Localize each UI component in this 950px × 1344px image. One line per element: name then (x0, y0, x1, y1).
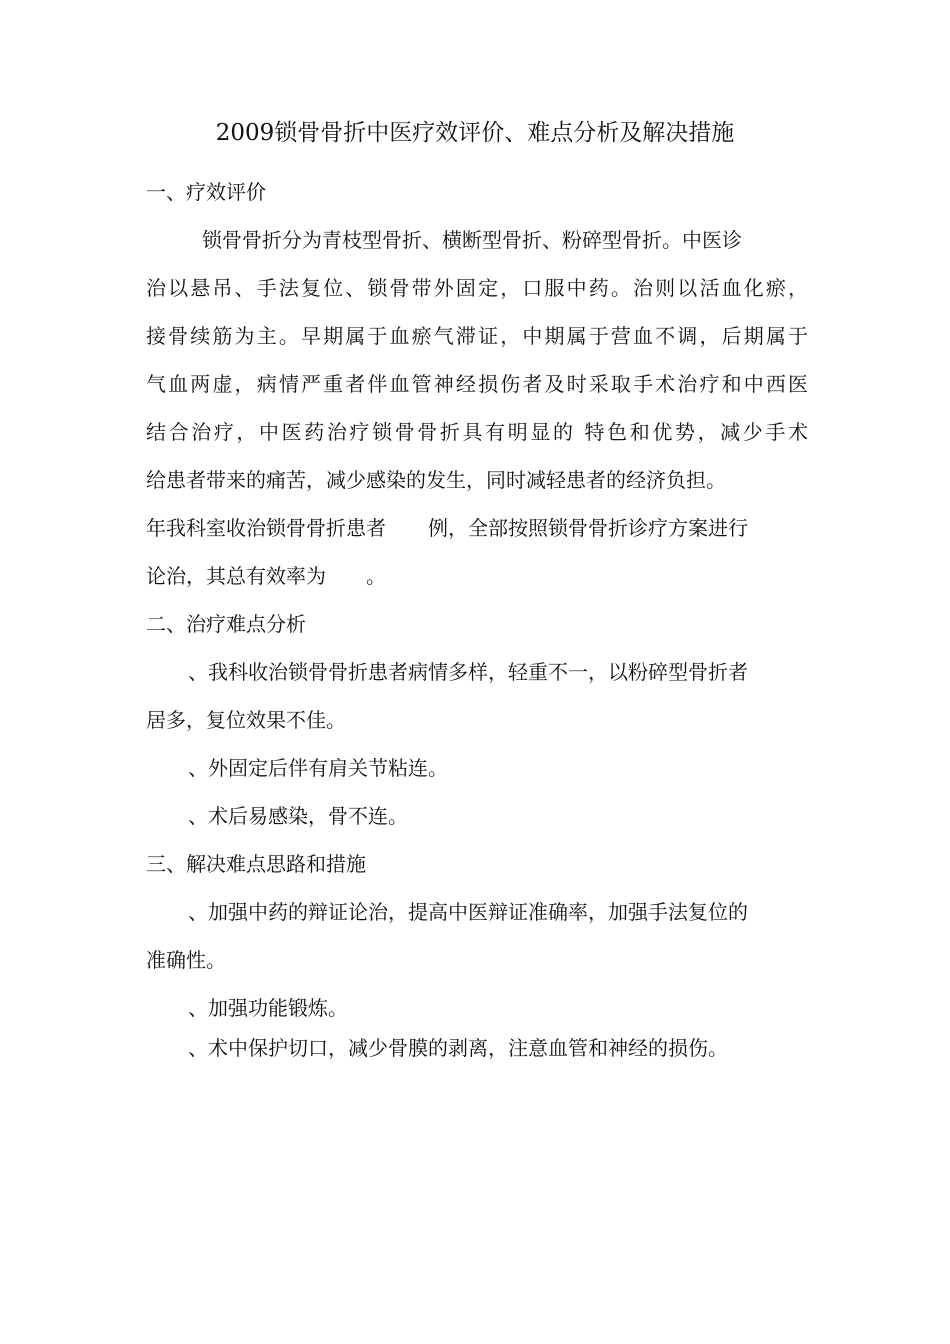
paragraph-line: 结合治疗，中医药治疗锁骨骨折具有明显的 特色和优势，减少手术 (146, 420, 808, 444)
section-heading-solutions: 三、解决难点思路和措施 (146, 852, 366, 876)
list-item: 、加强功能锻炼。 (188, 996, 348, 1020)
list-item-continuation: 准确性。 (146, 948, 226, 972)
paragraph-line: 接骨续筋为主。早期属于血瘀气滞证，中期属于营血不调，后期属于 (146, 324, 808, 348)
text-fragment: 例，全部按照锁骨骨折诊疗方案进行 (428, 516, 748, 540)
list-item: 、外固定后伴有肩关节粘连。 (188, 756, 448, 780)
paragraph-line: 治以悬吊、手法复位、锁骨带外固定，口服中药。治则以活血化瘀， (146, 276, 808, 300)
list-item: 、我科收治锁骨骨折患者病情多样，轻重不一，以粉碎型骨折者 (188, 660, 748, 684)
section-heading-efficacy: 一、疗效评价 (146, 180, 266, 204)
section-heading-difficulties: 二、治疗难点分析 (146, 612, 306, 636)
paragraph-line: 气血两虚，病情严重者伴血管神经损伤者及时采取手术治疗和中西医 (146, 372, 808, 396)
list-item: 、术中保护切口，减少骨膜的剥离，注意血管和神经的损伤。 (188, 1036, 728, 1060)
paragraph-line (146, 562, 386, 590)
list-item: 、术后易感染，骨不连。 (188, 804, 408, 828)
document-title: 2009锁骨骨折中医疗效评价、难点分析及解决措施 (215, 120, 735, 146)
text-fragment: 论治，其总有效率为 (146, 564, 326, 588)
list-item-continuation: 居多，复位效果不佳。 (146, 708, 346, 732)
list-item: 、加强中药的辩证论治，提高中医辩证准确率，加强手法复位的 (188, 900, 748, 924)
paragraph-line (146, 514, 748, 542)
paragraph-line: 锁骨骨折分为青枝型骨折、横断型骨折、粉碎型骨折。中医诊 (202, 228, 742, 252)
text-fragment: 年我科室收治锁骨骨折患者 (146, 516, 386, 540)
paragraph-line: 给患者带来的痛苦，减少感染的发生，同时减轻患者的经济负担。 (146, 468, 726, 492)
text-fragment: 。 (366, 564, 386, 588)
